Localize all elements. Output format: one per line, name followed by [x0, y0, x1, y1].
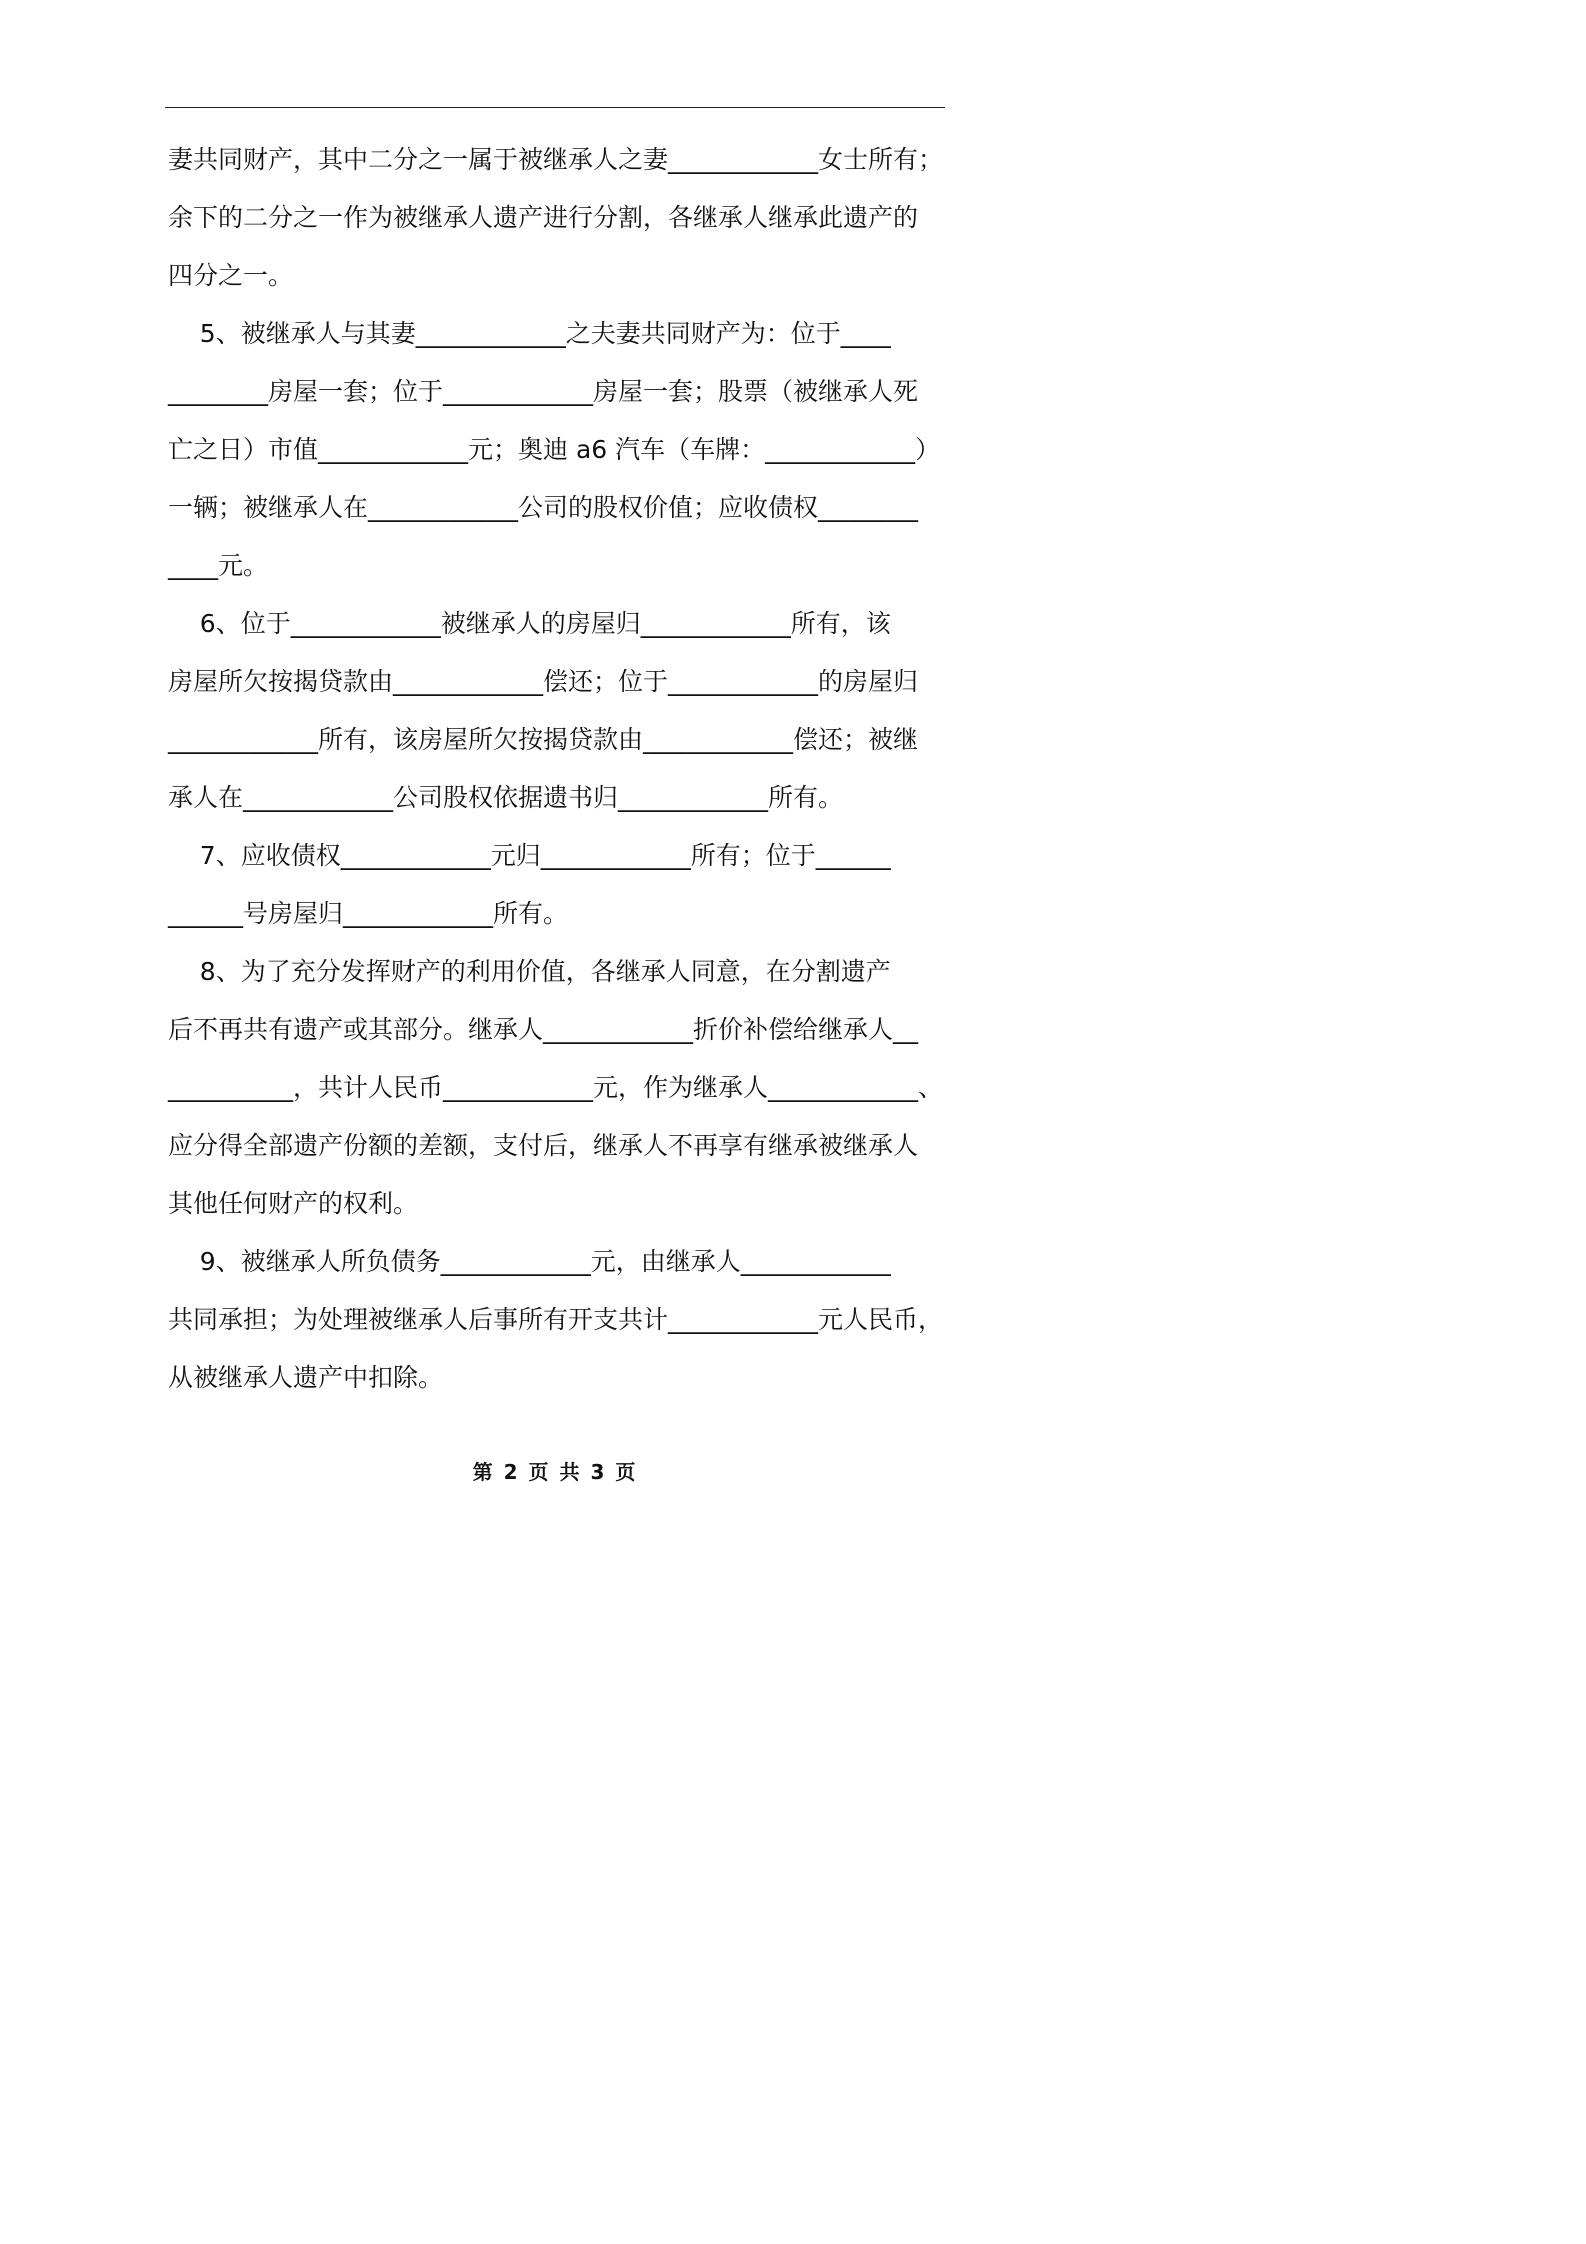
text-line: 妻共同财产，其中二分之一属于被继承人之妻____________女士所有；: [168, 145, 944, 174]
clause-5-line: 5、被继承人与其妻____________之夫妻共同财产为：位于____: [168, 319, 891, 348]
text-line: __________，共计人民币____________元，作为继承人____________、: [168, 1073, 944, 1102]
text-line: 亡之日）市值____________元；奥迪 a6 汽车（车牌：____________）: [168, 435, 941, 464]
document-body: [168, 131, 958, 1407]
text-line: 其他任何财产的权利。: [168, 1189, 419, 1218]
page-number: 第 2 页 共 3 页: [472, 1460, 638, 1484]
header-rule: [165, 107, 945, 108]
text-line: 应分得全部遗产份额的差额，支付后，继承人不再享有继承被继承人: [168, 1131, 919, 1160]
text-line: 四分之一。: [168, 261, 294, 290]
text-line: ____元。: [168, 551, 269, 580]
text-line: 一辆；被继承人在____________公司的股权价值；应收债权________: [168, 493, 919, 522]
clause-7-line: 7、应收债权____________元归____________所有；位于______: [168, 841, 891, 870]
text-line: ____________所有，该房屋所欠按揭贷款由____________偿还；被继: [168, 725, 919, 754]
text-line: 房屋所欠按揭贷款由____________偿还；位于____________的房屋归: [168, 667, 919, 696]
clause-8-line: 8、为了充分发挥财产的利用价值，各继承人同意，在分割遗产: [168, 957, 891, 986]
text-line: 后不再共有遗产或其部分。继承人____________折价补偿给继承人__: [168, 1015, 919, 1044]
text-line: 共同承担；为处理被继承人后事所有开支共计____________元人民币，: [168, 1305, 944, 1334]
text-line: 从被继承人遗产中扣除。: [168, 1363, 444, 1392]
text-line: ________房屋一套；位于____________房屋一套；股票（被继承人死: [168, 377, 919, 406]
text-line: 余下的二分之一作为被继承人遗产进行分割，各继承人继承此遗产的: [168, 203, 919, 232]
text-line: ______号房屋归____________所有。: [168, 899, 569, 928]
text-line: 承人在____________公司股权依据遗书归____________所有。: [168, 783, 844, 812]
clause-6-line: 6、位于____________被继承人的房屋归____________所有，该: [168, 609, 891, 638]
clause-9-line: 9、被继承人所负债务____________元，由继承人____________: [168, 1247, 891, 1276]
